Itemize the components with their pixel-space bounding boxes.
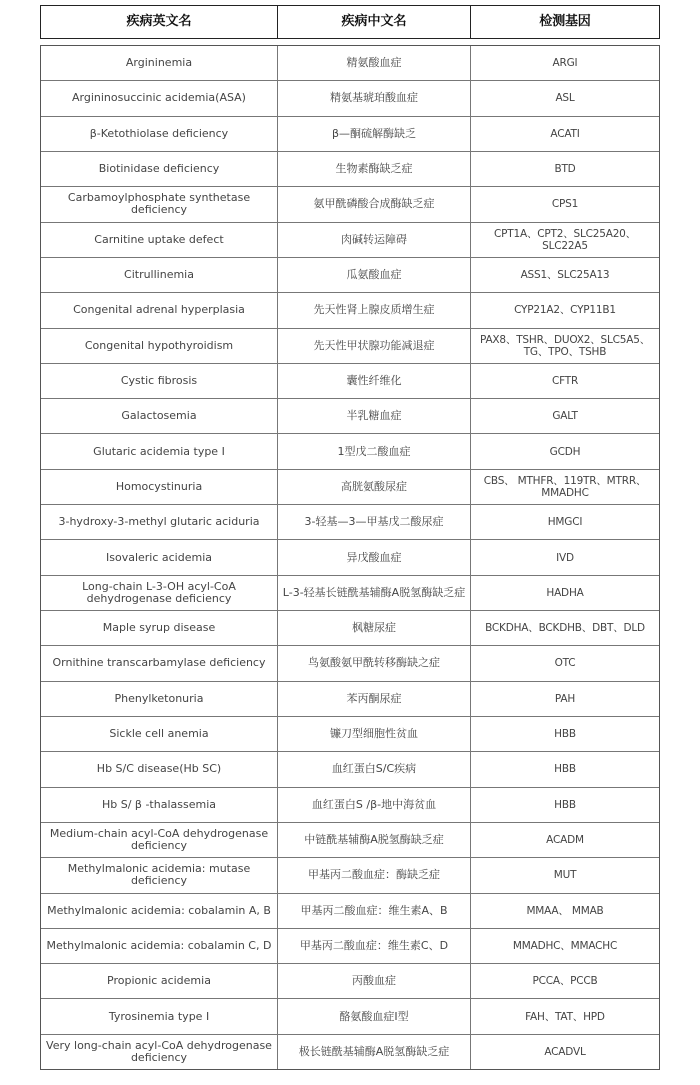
cell-detected-genes: ACATI [470,117,659,151]
cell-chinese-name: 血红蛋白S /β-地中海贫血 [277,788,470,822]
cell-english-name: Congenital adrenal hyperplasia [73,303,245,317]
cell-chinese-name: 囊性纤维化 [277,364,470,398]
cell-detected-genes: GCDH [470,434,659,468]
cell-detected-genes: FAH、TAT、HPD [470,999,659,1033]
table-header [40,5,660,39]
cell-detected-genes: HBB [470,752,659,786]
cell-chinese-name: 3-轻基—3—甲基戊二酸尿症 [277,505,470,539]
cell-detected-genes: CFTR [470,364,659,398]
table-row [41,681,659,716]
cell-detected-genes: MMAA、 MMAB [470,894,659,928]
cell-detected-genes: OTC [470,646,659,680]
cell-english-name: Homocystinuria [115,479,203,493]
cell-chinese-name: 酪氨酸血症I型 [277,999,470,1033]
cell-detected-genes: ASL [470,81,659,115]
table-row [41,186,659,221]
cell-chinese-name: 精氨酸血症 [277,46,470,80]
cell-chinese-name: 极长链酰基辅酶A脱氢酶缺乏症 [277,1035,470,1069]
table-row [41,998,659,1033]
table-row [41,80,659,115]
table-row [41,751,659,786]
cell-english-name: Glutaric acidemia type I [93,444,225,458]
cell-english-name: Hb S/ β -thalassemia [102,797,216,811]
cell-english-name: Sickle cell anemia [109,727,209,741]
cell-chinese-name: 苯丙酮尿症 [277,682,470,716]
cell-detected-genes: PCCA、PCCB [470,964,659,998]
cell-chinese-name: 异戊酸血症 [277,540,470,574]
cell-chinese-name: 鸟氨酸氨甲酰转移酶缺之症 [277,646,470,680]
cell-detected-genes: ASS1、SLC25A13 [470,258,659,292]
table-row [41,292,659,327]
header-chinese-name: 疾病中文名 [277,6,470,38]
table-row [41,822,659,857]
cell-chinese-name: 1型戊二酸血症 [277,434,470,468]
cell-english-name: Methylmalonic acidemia: mutase deficiency [67,862,251,888]
cell-chinese-name: 先天性肾上腺皮质增生症 [277,293,470,327]
header-detected-genes: 检测基因 [470,6,659,38]
cell-chinese-name: β—酮硫解酶缺乏 [277,117,470,151]
cell-detected-genes: CPT1A、CPT2、SLC25A20、SLC22A5 [470,223,659,257]
table-row [41,893,659,928]
cell-chinese-name: 中链酰基辅酶A脱氢酶缺乏症 [277,823,470,857]
table-row [41,363,659,398]
cell-chinese-name: 丙酸血症 [277,964,470,998]
table-row [41,963,659,998]
cell-english-name: Isovaleric acidemia [105,550,212,564]
cell-chinese-name: 枫糖尿症 [277,611,470,645]
cell-detected-genes: PAH [470,682,659,716]
cell-english-name: Very long-chain acyl-CoA dehydrogenase deficiency [46,1038,272,1064]
table-row [41,151,659,186]
cell-chinese-name: 甲基丙二酸血症：维生素C、D [277,929,470,963]
cell-detected-genes: ACADVL [470,1035,659,1069]
table-row [41,433,659,468]
cell-english-name: Long-chain L-3-OH acyl-CoA dehydrogenase deficiency [82,579,236,605]
cell-detected-genes: MMADHC、MMACHC [470,929,659,963]
cell-detected-genes: HBB [470,788,659,822]
cell-chinese-name: 甲基丙二酸血症：维生素A、B [277,894,470,928]
cell-english-name: Carnitine uptake defect [94,232,224,246]
cell-detected-genes: IVD [470,540,659,574]
table-row [41,46,659,80]
cell-detected-genes: HBB [470,717,659,751]
table-row [41,257,659,292]
cell-english-name: Phenylketonuria [114,691,204,705]
cell-chinese-name: 甲基丙二酸血症：酶缺乏症 [277,858,470,892]
cell-english-name: Methylmalonic acidemia: cobalamin A, B [47,903,271,917]
cell-chinese-name: 高胱氨酸尿症 [277,470,470,504]
table-body [40,45,660,1070]
cell-detected-genes: ARGI [470,46,659,80]
cell-english-name: Medium-chain acyl-CoA dehydrogenase deficiency [49,827,269,853]
cell-english-name: Propionic acidemia [107,974,211,988]
cell-detected-genes: BCKDHA、BCKDHB、DBT、DLD [470,611,659,645]
cell-chinese-name: 瓜氨酸血症 [277,258,470,292]
cell-english-name: Congenital hypothyroidism [84,338,234,352]
cell-english-name: Argininemia [125,56,193,70]
table-row [41,645,659,680]
cell-english-name: Methylmalonic acidemia: cobalamin C, D [46,938,272,952]
cell-chinese-name: 血红蛋白S/C疾病 [277,752,470,786]
table-row [41,398,659,433]
cell-english-name: 3-hydroxy-3-methyl glutaric aciduria [58,515,260,529]
cell-detected-genes: CPS1 [470,187,659,221]
cell-chinese-name: 氨甲酰磷酸合成酶缺乏症 [277,187,470,221]
table-row [41,328,659,363]
cell-chinese-name: 精氨基琥珀酸血症 [277,81,470,115]
cell-detected-genes: HMGCI [470,505,659,539]
table-row [41,787,659,822]
table-row [41,857,659,892]
cell-chinese-name: 半乳糖血症 [277,399,470,433]
table-row [41,575,659,610]
cell-detected-genes: CBS、 MTHFR、119TR、MTRR、MMADHC [470,470,659,504]
table-row [41,116,659,151]
cell-chinese-name: 肉碱转运障碍 [277,223,470,257]
cell-detected-genes: BTD [470,152,659,186]
cell-detected-genes: PAX8、TSHR、DUOX2、SLC5A5、TG、TPO、TSHB [470,329,659,363]
table-row [41,504,659,539]
table-row [41,1034,659,1069]
cell-english-name: Biotinidase deficiency [98,162,220,176]
table-row [41,539,659,574]
cell-english-name: Hb S/C disease(Hb SC) [96,762,222,776]
cell-detected-genes: GALT [470,399,659,433]
cell-english-name: Maple syrup disease [102,621,216,635]
cell-detected-genes: MUT [470,858,659,892]
cell-english-name: Ornithine transcarbamylase deficiency [52,656,266,670]
cell-english-name: Galactosemia [121,409,197,423]
table-row [41,928,659,963]
table-row [41,716,659,751]
cell-english-name: Cystic fibrosis [120,373,198,387]
cell-chinese-name: 生物素酶缺乏症 [277,152,470,186]
cell-english-name: Carbamoylphosphate synthetase deficiency [67,191,251,217]
cell-english-name: Tyrosinemia type I [108,1009,210,1023]
cell-chinese-name: 镰刀型细胞性贫血 [277,717,470,751]
cell-english-name: Argininosuccinic acidemia(ASA) [72,91,246,105]
cell-detected-genes: CYP21A2、CYP11B1 [470,293,659,327]
cell-detected-genes: ACADM [470,823,659,857]
cell-english-name: Citrullinemia [124,268,194,282]
cell-detected-genes: HADHA [470,576,659,610]
cell-english-name: β-Ketothiolase deficiency [89,126,229,140]
header-english-name: 疾病英文名 [126,14,192,29]
table-row [41,610,659,645]
table-row [41,222,659,257]
cell-chinese-name: 先天性甲状腺功能减退症 [277,329,470,363]
cell-chinese-name: L-3-轻基长链酰基辅酶A脱氢酶缺乏症 [277,576,470,610]
table-row [41,469,659,504]
